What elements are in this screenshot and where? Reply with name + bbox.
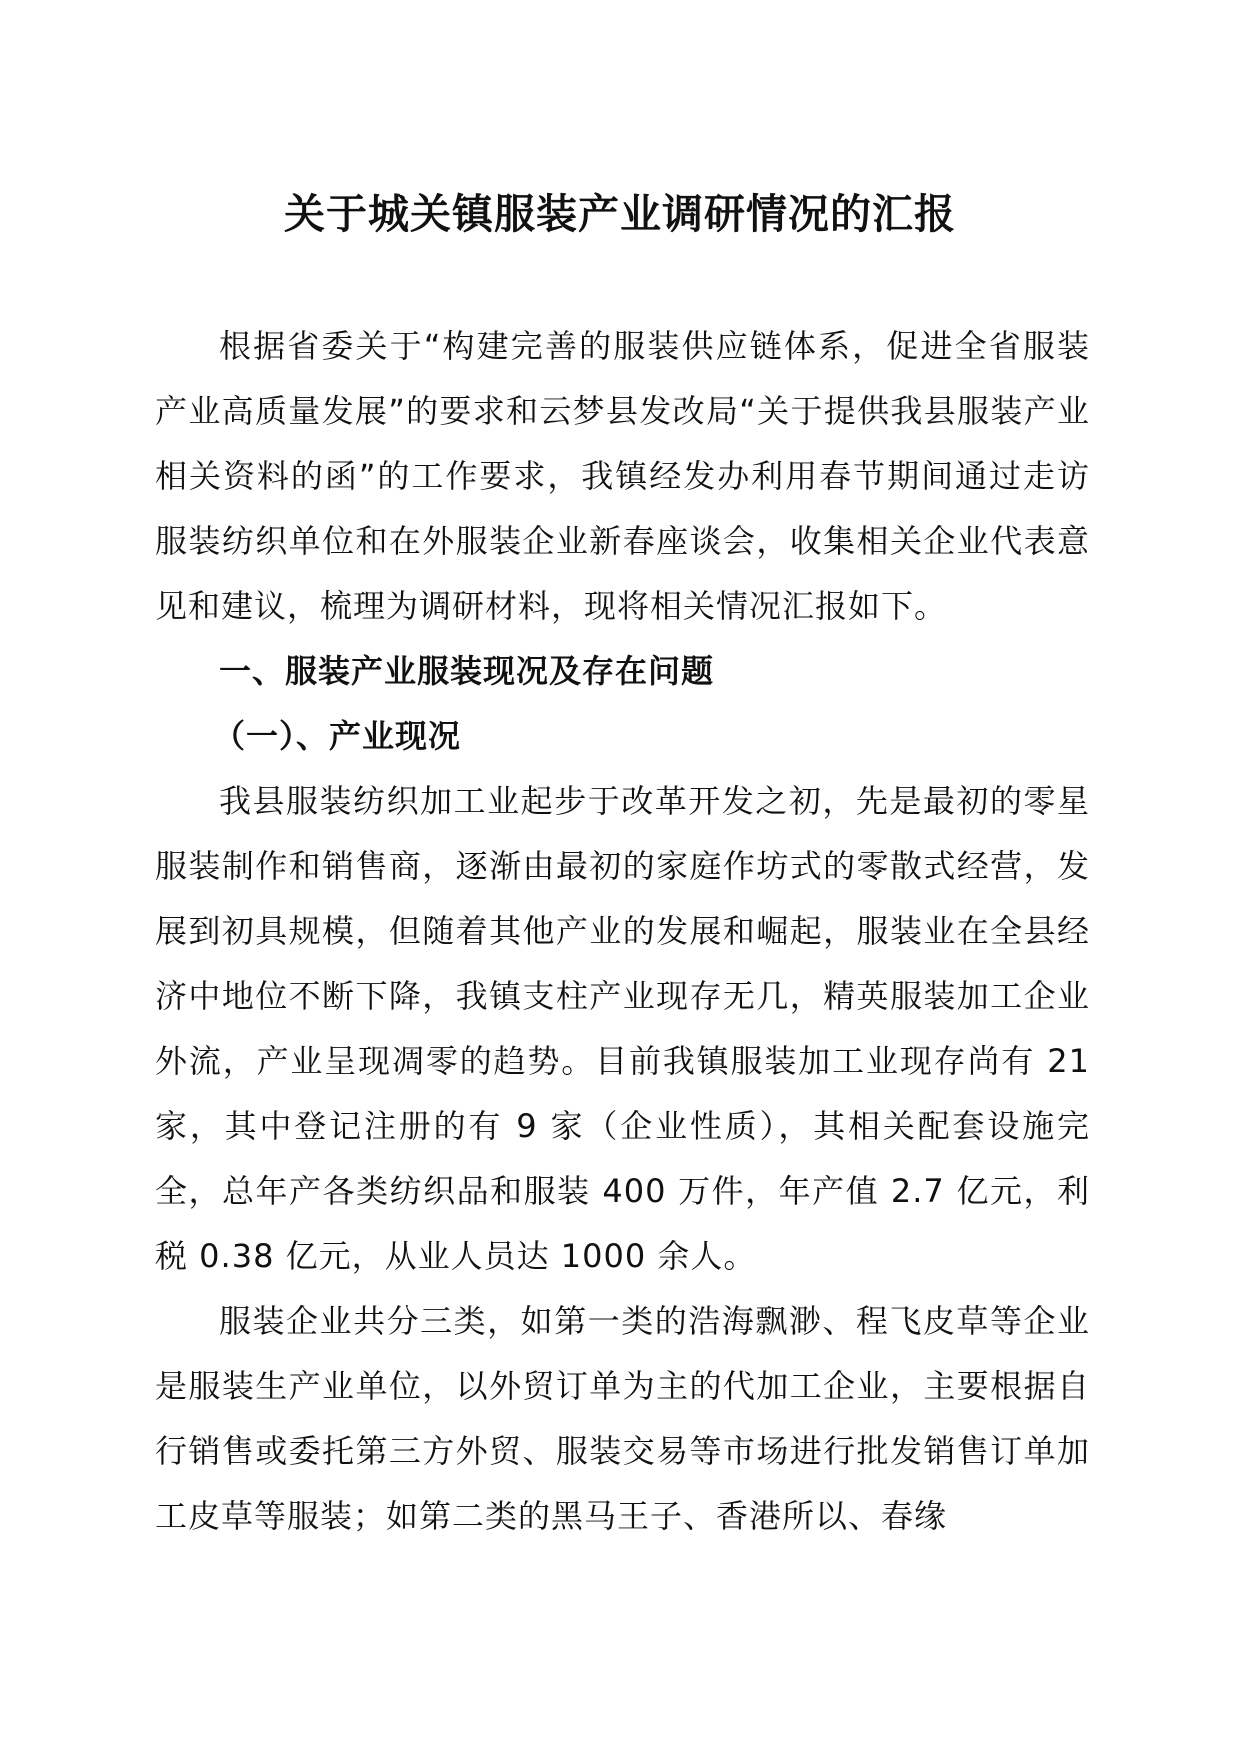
intro-paragraph: 根据省委关于“构建完善的服装供应链体系，促进全省服装产业高质量发展”的要求和云梦县发改局“关于提供我县服装产业相关资料的函”的工作要求，我镇经发办利用春节期间通过走访服装纺织单位和在外服装企业新春座谈会，收集相关企业代表意见和建议，梳理为调研材料，现将相关情况汇报如下。 bbox=[155, 327, 1090, 625]
section-heading-1: 一、服装产业服装现况及存在问题 bbox=[219, 652, 715, 690]
industry-status-paragraph: 我县服装纺织加工业起步于改革开发之初，先是最初的零星服装制作和销售商，逐渐由最初的家庭作坊式的零散式经营，发展到初具规模，但随着其他产业的发展和崛起，服装业在全县经济中地位不断下降，我镇支柱产业现存无几，精英服装加工企业外流，产业呈现凋零的趋势。目前我镇服装加工业现存尚有 21 家，其中登记注册的有 9 家（企业性质），其相关配套设施完全，总年产各类纺织品和服装 400 万件，年产值 2.7 亿元，利税 0.38 亿元，从业人员达 1000 余人。 bbox=[155, 782, 1090, 1275]
subsection-heading-1: （一）、产业现况 bbox=[213, 717, 462, 755]
enterprise-categories-paragraph: 服装企业共分三类，如第一类的浩海飘渺、程飞皮草等企业是服装生产业单位，以外贸订单为主的代加工企业，主要根据自行销售或委托第三方外贸、服装交易等市场进行批发销售订单加工皮草等服装；如第二类的黑马王子、香港所以、春缘 bbox=[155, 1302, 1090, 1535]
document-body bbox=[155, 314, 1090, 1549]
document-title: 关于城关镇服装产业调研情况的汇报 bbox=[284, 190, 956, 238]
